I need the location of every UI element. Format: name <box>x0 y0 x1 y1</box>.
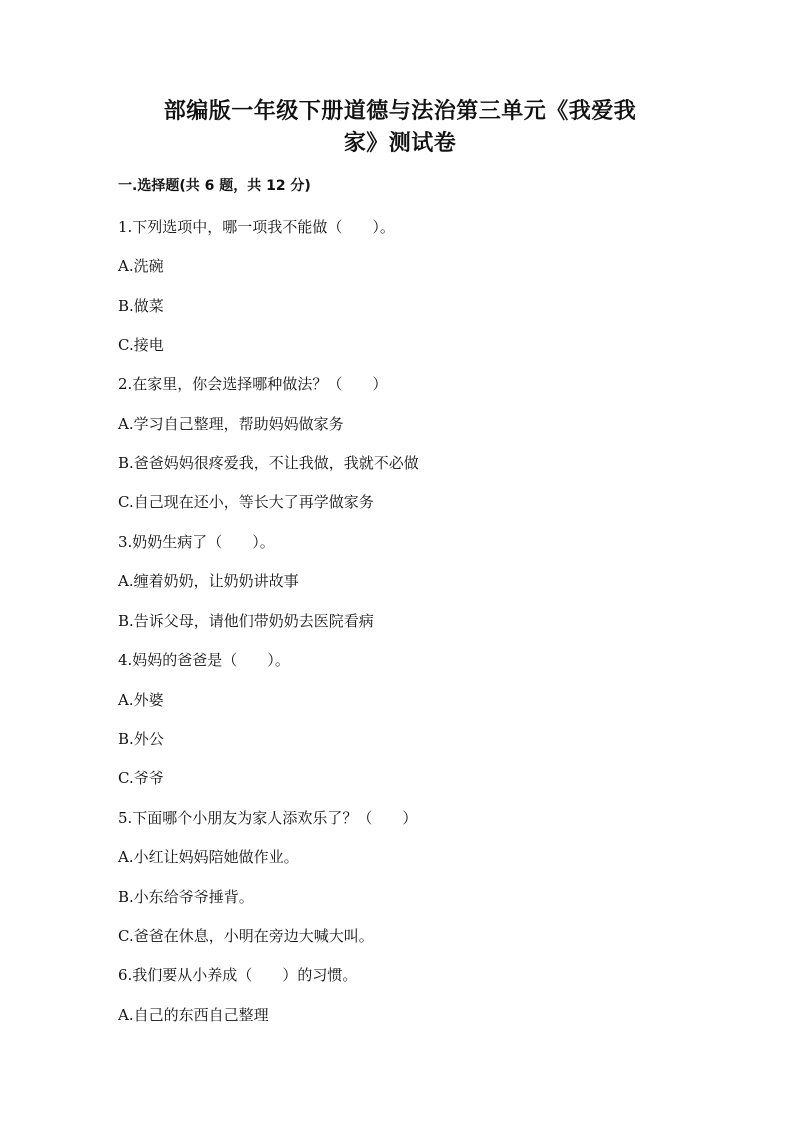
section-heading: 一.选择题(共 6 题，共 12 分) <box>118 178 311 194</box>
question-6-stem: 6.我们要从小养成（ ）的习惯。 <box>118 966 358 984</box>
question-4-option-a: A.外婆 <box>118 691 164 709</box>
question-2-option-c: C.自己现在还小，等长大了再学做家务 <box>118 493 374 511</box>
question-1-option-c: C.接电 <box>118 336 164 354</box>
question-1-option-b: B.做菜 <box>118 297 164 315</box>
question-5-option-c: C.爸爸在休息，小明在旁边大喊大叫。 <box>118 927 374 945</box>
question-4-option-b: B.外公 <box>118 730 164 748</box>
question-2-stem: 2.在家里，你会选择哪种做法？（ ） <box>118 375 388 393</box>
question-3-option-b: B.告诉父母，请他们带奶奶去医院看病 <box>118 612 374 630</box>
question-1-stem: 1.下列选项中，哪一项我不能做（ ）。 <box>118 218 395 236</box>
question-5-option-a: A.小红让妈妈陪她做作业。 <box>118 848 299 866</box>
question-4-stem: 4.妈妈的爸爸是（ ）。 <box>118 651 290 669</box>
question-4-option-c: C.爷爷 <box>118 769 164 787</box>
document-title-line2: 家》测试卷 <box>343 131 457 156</box>
question-3-option-a: A.缠着奶奶，让奶奶讲故事 <box>118 572 299 590</box>
question-1-option-a: A.洗碗 <box>118 257 164 275</box>
question-6-option-a: A.自己的东西自己整理 <box>118 1006 269 1024</box>
question-5-option-b: B.小东给爷爷捶背。 <box>118 888 254 906</box>
question-2-option-a: A.学习自己整理，帮助妈妈做家务 <box>118 415 344 433</box>
question-2-option-b: B.爸爸妈妈很疼爱我，不让我做，我就不必做 <box>118 454 419 472</box>
question-3-stem: 3.奶奶生病了（ ）。 <box>118 533 275 551</box>
document-title-line1: 部编版一年级下册道德与法治第三单元《我爱我 <box>163 99 637 124</box>
question-5-stem: 5.下面哪个小朋友为家人添欢乐了？（ ） <box>118 809 418 827</box>
